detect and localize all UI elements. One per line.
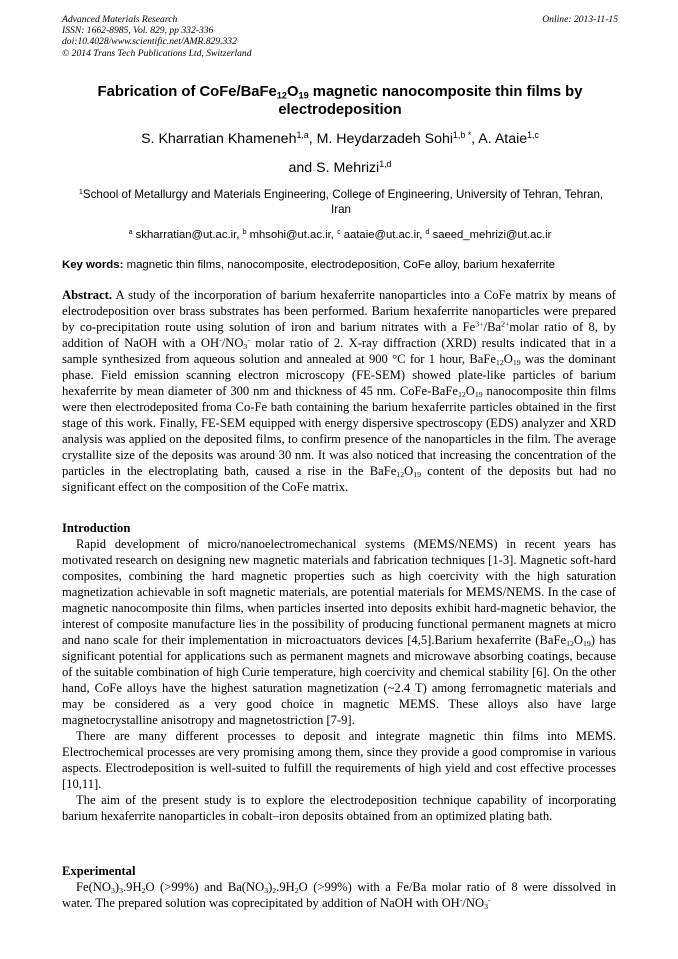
journal-doi: doi:10.4028/www.scientific.net/AMR.829.332 [62,36,237,48]
email-link: saeed_mehrizi@ut.ac.ir [432,229,552,241]
abstract-label: Abstract. [62,288,113,302]
author-name: A. Ataie [478,131,528,147]
paragraph: The aim of the present study is to explore the electrodeposition technique capability of incorporating barium hexaferrite nanoparticles in cobalt–iron deposits obtained from an optimized plating bath. [62,793,616,823]
journal-name: Advanced Materials Research [62,14,178,25]
journal-copyright: © 2014 Trans Tech Publications Ltd, Switzerland [62,47,252,59]
online-date: Online: 2013-11-15 [542,14,618,25]
introduction-section [62,520,616,824]
keywords [62,258,622,272]
paragraph: There are many different processes to deposit and integrate magnetic thin films into MEMS. Electrochemical processes are very promising among them, since they provide a good compromise in various aspects. Electrodeposition is well-suited to fulfill the requirements of high yield and cost effective processes [10,11]. [62,729,616,791]
journal-issn: ISSN: 1662-8985, Vol. 829, pp 332-336 [62,25,214,37]
paper-title: Fabrication of CoFe/$BaFe_{12}O_{19}$ magnetic nanocomposite thin films by electrodeposition [97,84,583,118]
email-link: skharratian@ut.ac.ir [135,229,237,241]
keywords-label: Key words: [62,259,124,271]
author-affil-mark: 1,c [527,130,539,141]
email-link: aataie@ut.ac.ir [343,229,420,241]
keywords-text: magnetic thin films, nanocomposite, electrodeposition, CoFe alloy, barium hexaferrite [126,259,555,271]
journal-header [62,14,618,59]
email-link: mhsohi@ut.ac.ir [249,229,331,241]
paragraph: Rapid development of micro/nanoelectromechanical systems (MEMS/NEMS) in recent years has motivated research on designing new magnetic materials and fabrication techniques [1-3]. Magnetic soft-hard composites, combining the hard magnetic properties such as high coercivity with the high saturation magnetization achievable in soft magnetic materials, are potential materials for MEMS/NEMS. In the case of magnetic nanocomposite thin films, when particles inserted into deposits exhibit hard-magnetic behavior, the interest of composite manufacture lies in the possibility of producing functional permanent magnets at micro and nano scale for their implementation in microactuators devices [4,5].Barium hexaferrite $(BaFe_{12}O_{19})$ has significant potential for applications such as permanent magnets and microwave absorbing coatings, because of the suitable combination of high Curie temperature, high coercivity and chemical stability [6]. On the other hand, CoFe alloys have the highest saturation magnetization (~2.4 T) among ferromagnetic materials and may be considered as a very good choice in magnetic MEMS. These alloys also have large magnetocrystalline anisotropy and magnetostriction [7-9]. [62,537,616,727]
author-affil-mark: 1,d [379,159,392,170]
experimental-section [62,863,616,911]
paragraph: $Fe(NO_3)_3.9H_2O$ (>99%) and $Ba(NO_3)_2.9H_2O$ (>99%) with a Fe/Ba molar ratio of 8 were dissolved in water. The prepared solution was coprecipitated by addition of NaOH with $OH^-/NO_3^-$ [62,880,616,911]
author-affil-mark: 1,b * [453,130,472,141]
section-heading: Experimental [62,864,136,878]
abstract: Abstract. A study of the incorporation of barium hexaferrite nanoparticles into a CoFe matrix by means of electrodeposition over brass substrates has been performed. Barium hexaferrite nanoparticles were prepared by co-precipitation route using solution of iron and barium nitrates with a $Fe^{3+}/Ba^{2+}molar$ ratio of 8, by addition of NaOH with a $OH^-/NO_3^-$ molar ratio of 2. X-ray diffraction (XRD) results indicated that in a sample synthesized from aqueous solution and annealed at 900 °C for 1 hour, $BaFe_{12}O_{19}$ was the dominant phase. Field emission scanning electron microscopy (FE-SEM) showed plate-like particles of barium hexaferrite by mean diameter of 300 nm and thickness of 45 nm. CoFe-$BaFe_{12}O_{19}$ nanocomposite thin films were then electrodeposited froma Co-Fe bath containing the barium hexaferrite particles obtained in the first stage of this work. Finally, FE-SEM equipped with energy dispersive spectroscopy (EDS) analyzer and XRD analysis was applied on the deposited films, to confirm presence of the nanoparticles in the film. The average crystallite size of the deposits was around 30 nm. It was also noticed that increasing the concentration of the particles in the electroplating bath, caused a rise in the $BaFe_{12}O_{19}$ content of the deposits but had no significant effect on the composition of the CoFe matrix. [62,288,617,494]
author-list: S. Kharratian Khameneh$^{1,a}$, M. Heydarzadeh Sohi$^{1,b *}$, A. Ataie$^{1,c}$ and S. Mehrizi$^{1,d}$ [141,130,539,176]
author-name: and S. Mehrizi [288,160,380,176]
author-emails: $^a$ skharratian@ut.ac.ir, $^b$ mhsohi@ut.ac.ir, $^c$ aataie@ut.ac.ir, $^d$ saeed_mehrizi@ut.ac.ir [128,229,552,241]
section-heading: Introduction [62,521,131,535]
author-name: S. Kharratian Khameneh [141,131,297,147]
affiliation: $^1$School of Metallurgy and Materials Engineering, College of Engineering, University of Tehran, Tehran, Iran [78,187,604,216]
author-affil-mark: 1,a [296,130,309,141]
author-name: M. Heydarzadeh Sohi [316,131,454,147]
